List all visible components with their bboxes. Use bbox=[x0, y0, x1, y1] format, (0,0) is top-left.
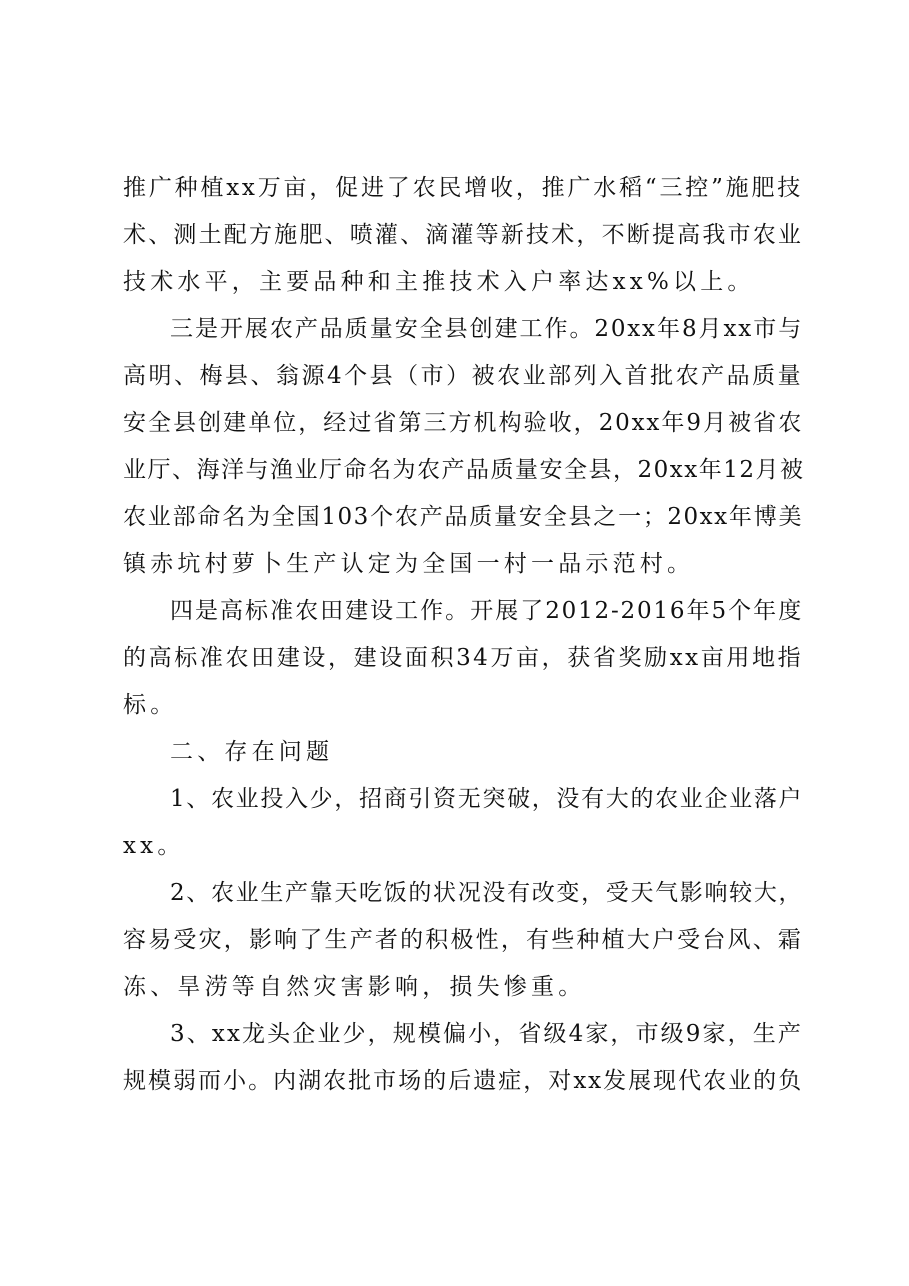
text-line: 四是高标准农田建设工作。开展了2012-2016年5个年度 bbox=[170, 598, 803, 624]
text-line: 安全县创建单位，经过省第三方机构验收，20xx年9月被省农 bbox=[123, 410, 803, 436]
text-line: xx。 bbox=[123, 833, 185, 859]
text-line: 容易受灾，影响了生产者的积极性，有些种植大户受台风、霜 bbox=[123, 927, 803, 953]
text-line: 技术水平，主要品种和主推技术入户率达xx%以上。 bbox=[123, 269, 755, 295]
text-line: 推广种植xx万亩，促进了农民增收，推广水稻“三控”施肥技 bbox=[123, 175, 803, 201]
text-line: 冻、旱涝等自然灾害影响，损失惨重。 bbox=[123, 974, 586, 1000]
text-line: 3、xx龙头企业少，规模偏小，省级4家，市级9家，生产 bbox=[170, 1021, 803, 1047]
text-line: 2、农业生产靠天吃饭的状况没有改变，受天气影响较大， bbox=[170, 880, 803, 906]
text-line: 标。 bbox=[123, 692, 178, 718]
text-line: 1、农业投入少，招商引资无突破，没有大的农业企业落户 bbox=[170, 786, 803, 812]
text-line: 农业部命名为全国103个农产品质量安全县之一；20xx年博美 bbox=[123, 504, 803, 530]
section-heading: 二、存在问题 bbox=[170, 739, 334, 765]
text-line: 业厅、海洋与渔业厅命名为农产品质量安全县，20xx年12月被 bbox=[123, 457, 805, 483]
text-line: 术、测土配方施肥、喷灌、滴灌等新技术，不断提高我市农业 bbox=[123, 222, 803, 248]
text-line: 高明、梅县、翁源4个县（市）被农业部列入首批农产品质量 bbox=[123, 363, 803, 389]
text-line: 规模弱而小。内湖农批市场的后遗症，对xx发展现代农业的负 bbox=[123, 1068, 803, 1094]
text-line: 的高标准农田建设，建设面积34万亩，获省奖励xx亩用地指 bbox=[123, 645, 803, 671]
text-line: 三是开展农产品质量安全县创建工作。20xx年8月xx市与 bbox=[170, 316, 803, 342]
text-line: 镇赤坑村萝卜生产认定为全国一村一品示范村。 bbox=[123, 551, 695, 577]
